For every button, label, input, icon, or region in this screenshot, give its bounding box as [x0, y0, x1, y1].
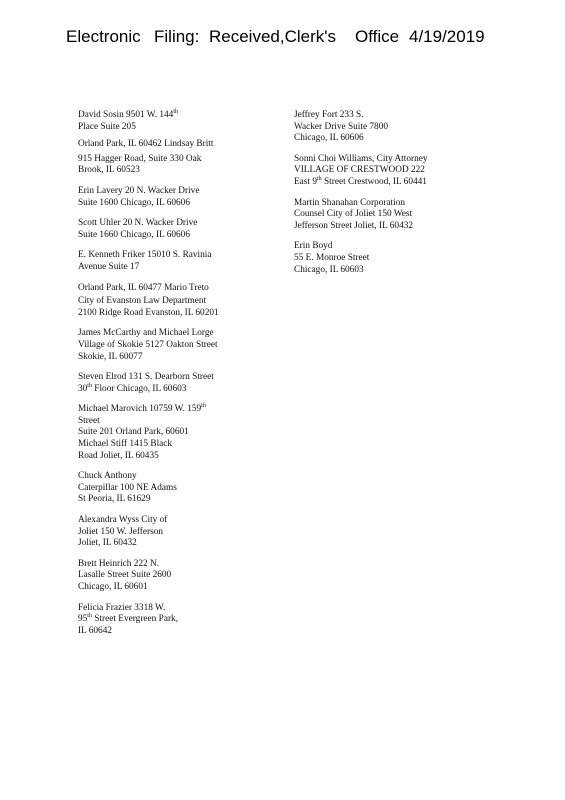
address-line	[78, 515, 268, 527]
address-line-text: St Peoria, IL 61629	[78, 494, 151, 505]
address-line-text: Street	[78, 415, 100, 426]
address-line-text: Skokie, IL 60077	[78, 351, 143, 362]
address-line	[78, 283, 268, 295]
address-line	[78, 483, 268, 495]
address-line	[78, 416, 268, 428]
address-line-text: Orland Park, IL 60477 Mario Treto	[78, 282, 209, 293]
address-entry	[78, 154, 268, 177]
address-line-text: Lasalle Street Suite 2600	[78, 570, 172, 581]
address-line-text: David Sosin 9501 W. 144	[78, 110, 174, 120]
address-line-text: Joliet, IL 60432	[78, 538, 137, 549]
address-line-text: Avenue Suite 17	[78, 261, 140, 272]
address-line-text: Sonni Choi Williams, City Attorney	[294, 153, 428, 164]
ordinal-superscript: th	[87, 382, 92, 389]
address-line-text: 55 E. Monroe Street	[294, 252, 370, 263]
address-line-text: 95	[78, 614, 88, 625]
address-line	[294, 265, 484, 277]
address-line-text: 915 Hagger Road, Suite 330 Oak	[78, 153, 202, 164]
address-line-text: Joliet 150 W. Jefferson	[78, 526, 164, 537]
address-line	[78, 308, 268, 320]
address-line	[78, 154, 268, 166]
address-line-text: Chicago, IL 60603	[294, 264, 364, 275]
address-line	[78, 352, 268, 364]
address-entry	[78, 404, 268, 462]
address-line-text: Counsel City of Joliet 150 West	[294, 209, 413, 220]
service-list-left-column	[78, 110, 268, 637]
header-word-filing: Filing:	[154, 27, 200, 46]
address-line-text: Chicago, IL 60601	[78, 582, 148, 592]
address-line-continuation: Floor Chicago, IL 60603	[91, 383, 187, 394]
address-entry	[78, 218, 268, 241]
address-line	[78, 230, 268, 242]
address-line-text: IL 60642	[78, 625, 112, 636]
address-line-text: Road Joliet, IL 60435	[78, 450, 159, 461]
filing-stamp-header	[0, 27, 565, 49]
address-entry	[78, 186, 268, 209]
address-entry	[78, 250, 268, 273]
address-line	[294, 221, 484, 233]
address-line	[78, 384, 268, 396]
address-line-continuation: Street Crestwood, IL 60441	[321, 176, 427, 187]
ordinal-superscript: th	[87, 613, 92, 620]
address-entry	[78, 603, 268, 638]
address-line-text: Michael Marovich 10759 W. 159	[78, 404, 202, 415]
address-line-text: Jeffrey Fort 233 S.	[294, 110, 364, 120]
address-line	[78, 494, 268, 506]
address-line	[78, 250, 268, 262]
address-line-text: Scott Uhler 20 N. Wacker Drive	[78, 218, 198, 229]
address-line-text: 30	[78, 383, 88, 394]
address-line-continuation: Street Evergreen Park,	[91, 614, 179, 625]
ordinal-superscript: th	[316, 175, 322, 182]
address-entry	[78, 559, 268, 594]
address-line-text: Martin Shanahan Corporation	[294, 197, 406, 208]
address-line-text: Chicago, IL 60606	[294, 133, 364, 144]
address-line	[294, 110, 484, 122]
address-line	[78, 404, 268, 416]
address-line	[78, 340, 268, 352]
address-line	[78, 603, 268, 615]
address-line-text: Michael Stiff 1415 Black	[78, 439, 173, 450]
address-line-text: Suite 1600 Chicago, IL 60606	[78, 197, 190, 208]
address-entry	[78, 471, 268, 506]
address-line-text: City of Evanston Law Department	[78, 296, 207, 307]
address-line	[78, 186, 268, 198]
address-line	[78, 471, 268, 483]
address-line-text: Erin Boyd	[294, 241, 333, 252]
address-entry	[294, 154, 484, 189]
address-entry	[294, 110, 484, 145]
service-list-right-column	[294, 110, 484, 276]
address-line-text: 2100 Ridge Road Evanston, IL 60201	[78, 307, 219, 318]
address-line-text: Chuck Anthony	[78, 471, 137, 482]
address-line-text: Wacker Drive Suite 7800	[294, 121, 388, 132]
address-line	[294, 133, 484, 145]
address-line-text: Felicia Frazier 3318 W.	[78, 602, 166, 613]
address-entry	[78, 283, 268, 295]
address-entry	[78, 110, 268, 133]
address-line	[78, 296, 268, 308]
address-entry	[78, 328, 268, 363]
address-entry	[78, 372, 268, 395]
address-line-text: Alexandra Wyss City of	[78, 515, 168, 526]
address-line	[78, 527, 268, 539]
address-line	[78, 110, 268, 122]
address-line-text: Steven Elrod 131 S. Dearborn Street	[78, 372, 214, 383]
ordinal-superscript: th	[173, 109, 178, 115]
address-line	[78, 122, 268, 134]
address-line	[294, 154, 484, 166]
address-line	[78, 626, 268, 638]
address-line-text: E. Kenneth Friker 15010 S. Ravinia	[78, 250, 212, 261]
header-word-office: Office	[355, 27, 400, 46]
address-line	[78, 614, 268, 626]
header-word-electronic: Electronic	[66, 27, 141, 46]
address-entry	[294, 198, 484, 233]
header-filing-date: 4/19/2019	[409, 27, 485, 46]
address-line	[78, 451, 268, 463]
address-line-text: Village of Skokie 5127 Oakton Street	[78, 339, 218, 350]
address-line	[78, 165, 268, 177]
address-line-text: Suite 201 Orland Park, 60601	[78, 427, 189, 438]
address-line	[78, 427, 268, 439]
address-line	[78, 218, 268, 230]
address-line	[78, 198, 268, 210]
address-line-text: Erin Lavery 20 N. Wacker Drive	[78, 185, 200, 196]
address-line-text: Suite 1660 Chicago, IL 60606	[78, 229, 190, 240]
address-line-text: Jefferson Street Joliet, IL 60432	[294, 220, 414, 231]
address-line	[294, 177, 484, 189]
address-line-text: VILLAGE OF CRESTWOOD 222	[294, 165, 425, 176]
address-line-text: Caterpillar 100 NE Adams	[78, 482, 177, 493]
address-line-text: Brook, IL 60523	[78, 165, 140, 176]
address-line	[294, 253, 484, 265]
address-line	[294, 241, 484, 253]
address-line	[78, 262, 268, 274]
address-line	[294, 122, 484, 134]
address-line-text: Brett Heinrich 222 N.	[78, 558, 160, 569]
address-entry	[78, 515, 268, 550]
address-line	[78, 328, 268, 340]
header-word-received: Received,Clerk's	[209, 27, 337, 46]
address-line	[78, 372, 268, 384]
address-line	[294, 165, 484, 177]
address-line	[78, 439, 268, 451]
address-entry	[294, 241, 484, 276]
address-entry	[78, 139, 268, 151]
address-line-text: East 9	[294, 176, 317, 187]
address-line	[294, 198, 484, 210]
address-line-text: Orland Park, IL 60462 Lindsay Britt	[78, 139, 214, 150]
address-line	[78, 570, 268, 582]
address-line	[78, 538, 268, 550]
address-line	[78, 559, 268, 571]
address-line-text: Place Suite 205	[78, 121, 136, 132]
address-line	[78, 139, 268, 151]
address-line	[294, 209, 484, 221]
address-line	[78, 582, 268, 594]
address-line-text: James McCarthy and Michael Lorge	[78, 328, 214, 339]
ordinal-superscript: th	[201, 403, 206, 410]
address-entry	[78, 296, 268, 319]
